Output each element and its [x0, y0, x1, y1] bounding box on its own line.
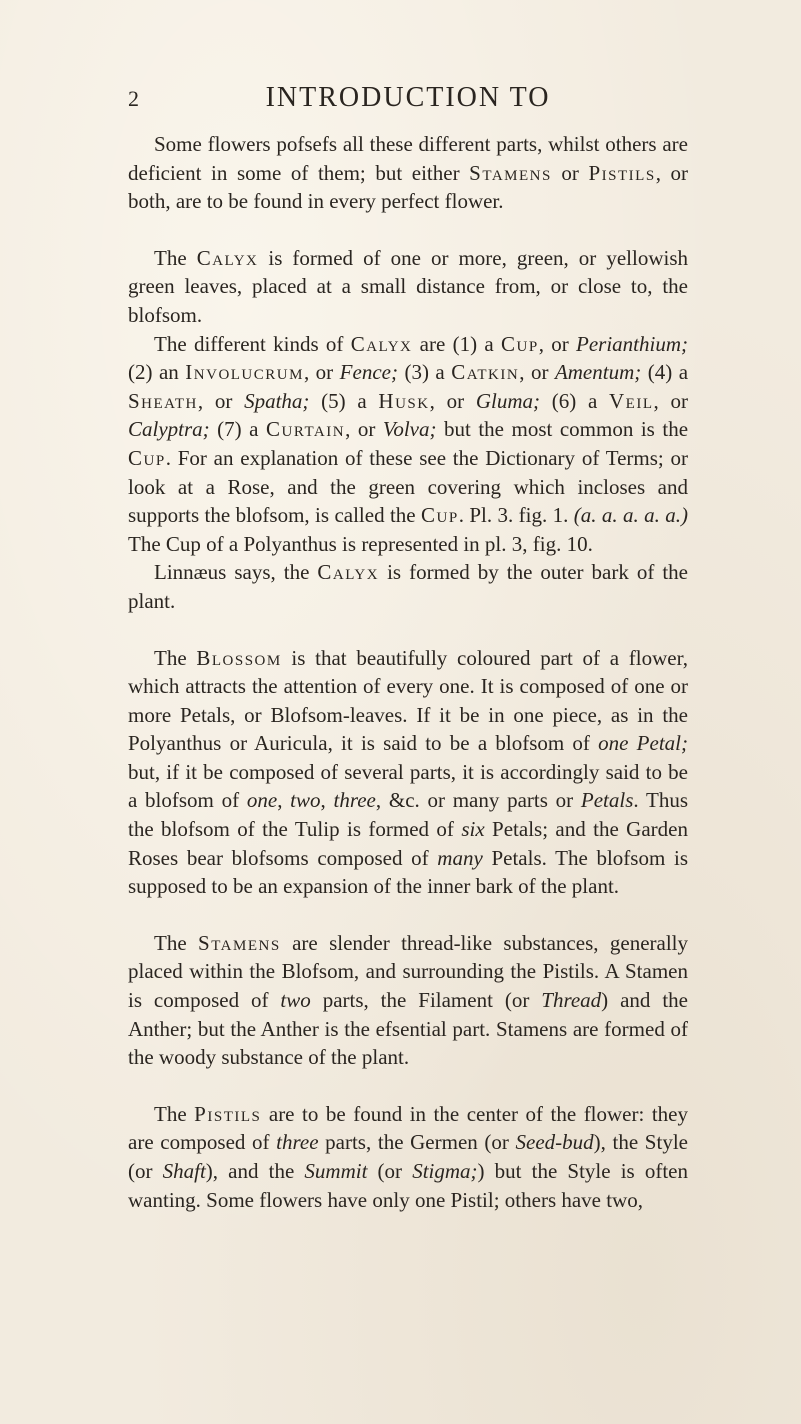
text-run: . Pl. 3. fig. 1. — [458, 503, 574, 528]
italic-term: three — [333, 788, 376, 813]
text-run: but the most common is the — [436, 417, 689, 442]
paragraph-p1 — [128, 130, 688, 216]
small-caps-term: Blossom — [196, 645, 282, 670]
text-run: The — [154, 1101, 195, 1126]
text-run: (6) a — [539, 388, 609, 413]
italic-term: Petals — [580, 788, 634, 813]
text-run: , or — [538, 331, 577, 356]
small-caps-term: Veil — [609, 388, 654, 413]
italic-term: Shaft — [162, 1159, 206, 1183]
paragraph-p6 — [128, 929, 688, 1072]
text-run: (2) an — [128, 360, 186, 385]
small-caps-term: Stamens — [469, 160, 552, 185]
small-caps-term: Sheath — [128, 388, 198, 413]
small-caps-term: Calyx — [196, 245, 259, 270]
small-caps-term: Pistils — [588, 160, 656, 185]
italic-term: Thread — [541, 988, 602, 1013]
italic-term: one — [246, 788, 278, 813]
italic-term: Amentum; — [554, 360, 642, 385]
paragraph-p3 — [128, 330, 688, 559]
text-run: Petals; and the Garden Roses bear blofsoms composed of — [128, 817, 688, 870]
text-run: is that beautifully coloured part of a flower, which attracts the attention of every one. It is composed of one or more Petals, or Blofsom-leaves. If it be in one piece, as in the Polyanthus or Auricula, it is said to be a blofsom of — [128, 645, 688, 756]
text-run: parts, the Germen (or — [318, 1130, 516, 1155]
text-run: , or — [519, 360, 555, 385]
text-run: Linnæus says, the — [154, 560, 318, 585]
small-caps-term: Stamens — [198, 930, 281, 955]
text-run: ) and the Anther; but the Anther is the efsential part. Stamens are formed of the woody substance of the plant. — [128, 988, 688, 1070]
text-run: The — [154, 245, 197, 270]
small-caps-term: Calyx — [350, 331, 413, 356]
body-text — [128, 130, 688, 1214]
paragraph-p2 — [128, 244, 688, 330]
small-caps-term: Curtain — [266, 417, 346, 442]
small-caps-term: Involucrum — [185, 360, 304, 385]
italic-term: Volva; — [382, 417, 437, 442]
text-run: The Cup of a Polyanthus is represented in pl. 3, fig. 10. — [128, 531, 593, 556]
text-run: Petals. The blofsom is supposed to be an expansion of the inner bark of the plant. — [128, 845, 688, 899]
text-run: The — [154, 645, 197, 670]
running-head: INTRODUCTION TO — [265, 82, 551, 113]
text-run: The different kinds of — [154, 331, 351, 356]
small-caps-term: Husk — [378, 388, 430, 413]
text-run: are (1) a — [412, 331, 501, 356]
small-caps-term: Cup — [128, 445, 166, 470]
small-caps-term: Cup — [501, 331, 539, 356]
small-caps-term: Pistils — [194, 1101, 262, 1126]
text-run: , — [277, 788, 291, 813]
text-run: , or — [653, 388, 688, 413]
small-caps-term: Catkin — [451, 360, 520, 385]
small-caps-term: Calyx — [317, 560, 380, 585]
text-run: is formed by the outer bark of the plant. — [128, 560, 688, 613]
text-run: or — [551, 160, 589, 185]
text-run: but, if it be composed of several parts, it is accordingly said to be a blofsom of — [128, 759, 688, 813]
text-run: (5) a — [309, 388, 379, 413]
text-run: , or — [429, 388, 476, 413]
text-run: . Thus the blofsom of the Tulip is formed of — [128, 788, 689, 842]
text-run: are to be found in the center of the flower: they are composed of — [128, 1101, 688, 1155]
italic-term: Fence; — [339, 360, 398, 385]
italic-term: Summit — [304, 1159, 368, 1183]
italic-term: Spatha; — [244, 388, 310, 413]
italic-term: six — [461, 817, 485, 842]
text-run: are slender thread-like substances, generally placed within the Blofsom, and surrounding the Pistils. A Stamen is composed of — [128, 930, 688, 1013]
text-run: The — [154, 930, 199, 955]
text-run: , or — [345, 417, 383, 442]
italic-term: two — [290, 788, 321, 813]
paragraph-p4 — [128, 558, 688, 615]
text-run: Some flowers pofsefs all these different parts, whilst others are deficient in some of them; but either — [128, 132, 688, 185]
italic-term: Seed-bud — [515, 1130, 594, 1155]
text-run: (3) a — [397, 360, 452, 385]
page-header — [128, 82, 688, 116]
italic-term: Gluma; — [475, 388, 540, 413]
small-caps-term: Cup — [421, 503, 459, 528]
text-run: , &c. or many parts or — [375, 788, 581, 813]
text-run: . For an explanation of these see the Dictionary of Terms; or look at a Rose, and the green covering which incloses and supports the blofsom, is called the — [128, 445, 688, 528]
italic-term: (a. a. a. a. a.) — [573, 503, 688, 528]
page-number: 2 — [128, 86, 139, 111]
text-run: ), the Style (or — [128, 1130, 688, 1183]
italic-term: three — [276, 1130, 319, 1155]
text-run: is formed of one or more, green, or yellowish green leaves, placed at a small distance from, or close to, the blofsom. — [128, 245, 688, 327]
text-run: , or — [303, 360, 340, 385]
text-run: , — [320, 788, 334, 813]
text-run: (4) a — [641, 360, 689, 385]
text-run: parts, the Filament (or — [310, 988, 542, 1013]
text-run: (or — [367, 1159, 413, 1183]
paragraph-p7 — [128, 1100, 688, 1214]
italic-term: one Petal; — [598, 731, 688, 756]
italic-term: two — [280, 988, 311, 1013]
paragraph-p5 — [128, 644, 688, 901]
text-run: ), and the — [205, 1159, 305, 1183]
text-run: , or — [197, 388, 245, 413]
text-run: , or both, are to be found in every perfect flower. — [128, 160, 689, 214]
italic-term: many — [437, 845, 483, 870]
text-run: ) but the Style is often wanting. Some flowers have only one Pistil; others have two, — [128, 1159, 688, 1212]
italic-term: Calyptra; — [128, 417, 210, 442]
italic-term: Stigma; — [412, 1159, 478, 1183]
text-run: (7) a — [209, 417, 266, 442]
italic-term: Perianthium; — [576, 331, 688, 356]
